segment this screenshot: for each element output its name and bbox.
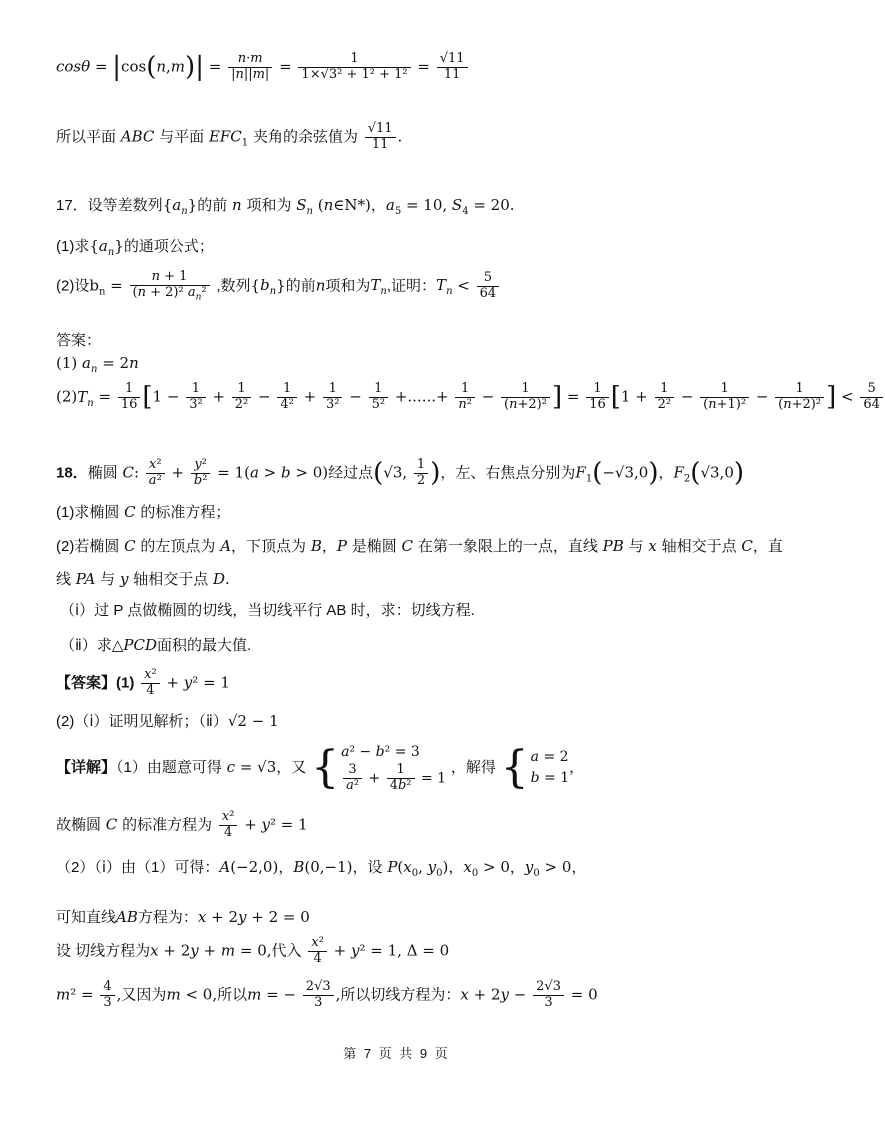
equation-cos-theta: cosθ = |cos(n,m)| = $\frac{n\cdot m}{|n||m|}$ = $\frac{1}{\text{1×√3² + 1² + 1²}}$ = $\frac{√11}{11}$ [56,52,470,83]
question-18: 18．椭圆 C: $\frac{\text{x²}}{\text{a²}}$ + $\frac{\text{y²}}{\text{b²}}$ = 1(a > b > 0)经过点(√3, $\frac{1}{2}$ )，左、右焦点分别为$F_1(-√3,0)$，$F_2(√3,0)$ [56,457,745,489]
question-17-part-2: (2)设$b_n$ = $\frac{n + 1}{(n + 2)^2 a_n^2}$ ,数列$\{b_n\}$的前n项和为$T_n$,证明：$T_n$ < $\frac{5}{64}$ [56,270,501,303]
detail-line-3: （2）（ⅰ）由（1）可得：A(−2,0)，B(0,−1)，设 $P(x_0$, $y_0$)，$x_0 > 0$，$y_0 > 0$， [56,858,587,879]
detail-line-1: 【详解】（1）由题意可得 c = √3，又 { a² − b² = 3 $\frac{3}{\text{a²}}$ + $\frac{1}{\text{4b²}}$ = 1 ，解得 { a = 2 b = 1 ， [56,741,585,793]
question-17-part-1: (1)求$\{a_n\}$的通项公式； [56,237,214,258]
detail-line-6: m² = $\frac{4}{3}$ ,又因为m < 0,所以m = − $\frac{2√3}{3}$ ,所以切线方程为：x + 2y − $\frac{2√3}{3}$ = 0 [56,979,598,1010]
question-18-sub-i: （ⅰ）过 P 点做椭圆的切线，当切线平行 AB 时，求：切线方程. [60,602,475,619]
answer-17-part-1: (1) $a_n = 2n$ [56,354,139,375]
detail-line-4: 可知直线AB方程为：x + 2y + 2 = 0 [56,908,310,926]
answer-18-part-1: 【答案】(1) $\frac{\text{x²}}{4}$ + y² = 1 [56,667,230,698]
page-footer: 第 7 页 共 9 页 [343,1046,450,1061]
answer-label: 答案： [56,332,102,349]
question-18-part-1: (1)求椭圆 C 的标准方程； [56,503,231,521]
detail-line-2: 故椭圆 C 的标准方程为 $\frac{\text{x²}}{4}$ + y² = 1 [56,809,308,840]
detail-line-5: 设 切线方程为x + 2y + m = 0,代入 $\frac{\text{x²}}{4}$ + y² = 1, Δ = 0 [56,935,450,966]
conclusion-line: 所以平面 ABC 与平面 $EFC_1$ 夹角的余弦值为 $\frac{√11}{11}$ . [56,121,403,152]
answer-17-part-2: $(2)T_n$ = $\frac{1}{16}$ [1 − $\frac{1}{\text{3²}}$ + $\frac{1}{\text{2²}}$ − $\frac{1}{\text{4²}}$ + $\frac{1}{\text{3²}}$ − $\frac{1}{\text{5²}}$ +......+ $\frac{1}{\text{n²}}$ − $\frac{1}{\text{(n+2)²}}$ ] = $\frac{1}{16}$ [1 + $\frac{1}{\text{2²}}$ − $\frac{1}{\text{(n+1)²}}$ − $\frac{1}{\text{(n+2)²}}$ ] < $\frac{5}{64}$ [56,382,885,413]
question-17: 17．设等差数列$\{a_n\}$的前 n 项和为 $S_n$ (n∈N*)，$a_5 = 10$, $S_4 = 20$. [56,196,515,217]
question-18-part-2-b: 线 PA 与 y 轴相交于点 D. [56,570,230,588]
question-18-sub-ii: （ⅱ）求△PCD面积的最大值. [60,636,252,654]
answer-18-part-2: (2)（ⅰ）证明见解析；（ⅱ）√2 − 1 [56,712,279,730]
question-18-part-2-a: (2)若椭圆 C 的左顶点为 A，下顶点为 B，P 是椭圆 C 在第一象限上的一点，直线 PB 与 x 轴相交于点 C，直 [56,537,783,555]
